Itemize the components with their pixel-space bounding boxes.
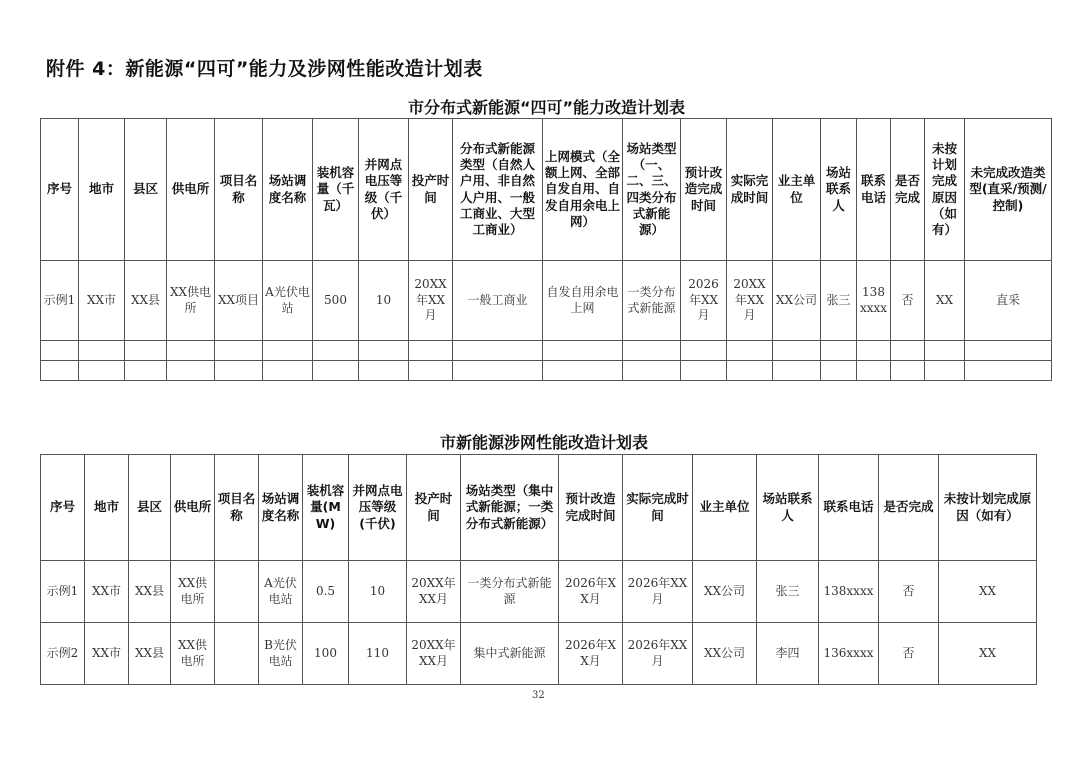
- table1-header-cell: 场站联系人: [821, 119, 857, 261]
- table2-header-cell: 是否完成: [879, 455, 939, 561]
- table2-cell: 100: [303, 623, 349, 685]
- table2-cell: 示例1: [41, 561, 85, 623]
- table1-header-cell: 未完成改造类型(直采/预测/控制): [965, 119, 1052, 261]
- table1-empty-cell: [727, 341, 773, 361]
- table1-empty-cell: [773, 361, 821, 381]
- table2-header-cell: 场站调度名称: [259, 455, 303, 561]
- table1-empty-cell: [727, 361, 773, 381]
- table2-header-cell: 场站类型（集中式新能源；一类分布式新能源）: [461, 455, 559, 561]
- table2-header-cell: 业主单位: [693, 455, 757, 561]
- table2-cell: 一类分布式新能源: [461, 561, 559, 623]
- table-row: [41, 623, 1037, 685]
- table1-empty-cell: [681, 361, 727, 381]
- table2-cell: B光伏电站: [259, 623, 303, 685]
- table1-cell: XX供电所: [167, 261, 215, 341]
- table2-cell: 20XX年XX月: [407, 561, 461, 623]
- table-row-blank: [41, 361, 1052, 381]
- table1-empty-cell: [359, 341, 409, 361]
- table1-cell: 一般工商业: [453, 261, 543, 341]
- table2-cell: [215, 561, 259, 623]
- table2-cell: 否: [879, 623, 939, 685]
- table2-cell: A光伏电站: [259, 561, 303, 623]
- table1-empty-cell: [167, 361, 215, 381]
- table1-empty-cell: [125, 341, 167, 361]
- table2-cell: XX公司: [693, 623, 757, 685]
- table1-header-cell: 场站调度名称: [263, 119, 313, 261]
- table1-empty-cell: [359, 361, 409, 381]
- table1-cell: 张三: [821, 261, 857, 341]
- table1-empty-cell: [773, 341, 821, 361]
- table1-cell: 2026年XX月: [681, 261, 727, 341]
- table1-header-cell: 未按计划完成原因（如有）: [925, 119, 965, 261]
- table1-cell: XX: [925, 261, 965, 341]
- table2-cell: 10: [349, 561, 407, 623]
- table1-cell: 20XX年XX月: [727, 261, 773, 341]
- table2-header-cell: 联系电话: [819, 455, 879, 561]
- table2-header-cell: 实际完成时间: [623, 455, 693, 561]
- table1-header-cell: 是否完成: [891, 119, 925, 261]
- table2-cell: 138xxxx: [819, 561, 879, 623]
- table1-empty-cell: [79, 361, 125, 381]
- table-row-blank: [41, 341, 1052, 361]
- table1-header-cell: 投产时间: [409, 119, 453, 261]
- table1-cell: XX县: [125, 261, 167, 341]
- distributed-plan-table: [40, 118, 1052, 381]
- table1-header-cell: 实际完成时间: [727, 119, 773, 261]
- page-number: 32: [532, 690, 545, 701]
- table1-cell: XX公司: [773, 261, 821, 341]
- table1-empty-cell: [215, 341, 263, 361]
- table1-empty-cell: [453, 341, 543, 361]
- table2-header-cell: 未按计划完成原因（如有）: [939, 455, 1037, 561]
- table1-empty-cell: [623, 341, 681, 361]
- table2-cell: 2026年XX月: [559, 623, 623, 685]
- table2-cell: XX市: [85, 561, 129, 623]
- table1-empty-cell: [821, 341, 857, 361]
- table2-header-cell: 县区: [129, 455, 171, 561]
- table1-cell: 20XX年XX月: [409, 261, 453, 341]
- table1-empty-cell: [925, 361, 965, 381]
- table1-title: 市分布式新能源“四可”能力改造计划表: [408, 98, 686, 117]
- table2-cell: 20XX年XX月: [407, 623, 461, 685]
- table1-empty-cell: [857, 341, 891, 361]
- grid-performance-plan-table: [40, 454, 1037, 685]
- table1-header-cell: 联系电话: [857, 119, 891, 261]
- table2-header-cell: 供电所: [171, 455, 215, 561]
- table1-empty-cell: [409, 341, 453, 361]
- table2-cell: 136xxxx: [819, 623, 879, 685]
- table1-cell: 自发自用余电上网: [543, 261, 623, 341]
- table1-empty-cell: [313, 361, 359, 381]
- table1-cell: A光伏电站: [263, 261, 313, 341]
- table1-empty-cell: [965, 341, 1052, 361]
- table1-empty-cell: [821, 361, 857, 381]
- attachment-heading: 附件 4：新能源“四可”能力及涉网性能改造计划表: [46, 58, 483, 80]
- table2-cell: XX县: [129, 561, 171, 623]
- table1-empty-cell: [409, 361, 453, 381]
- table1-header-cell: 装机容量（千瓦）: [313, 119, 359, 261]
- table1-empty-cell: [453, 361, 543, 381]
- table2-cell: XX市: [85, 623, 129, 685]
- table1-header-row: [41, 119, 1052, 261]
- table2-cell: 张三: [757, 561, 819, 623]
- table2-cell: 110: [349, 623, 407, 685]
- table2-header-row: [41, 455, 1037, 561]
- table1-cell: 示例1: [41, 261, 79, 341]
- table1-empty-cell: [891, 341, 925, 361]
- table2-cell: XX: [939, 623, 1037, 685]
- table1-header-cell: 业主单位: [773, 119, 821, 261]
- table2-cell: [215, 623, 259, 685]
- table1-header-cell: 供电所: [167, 119, 215, 261]
- table1-empty-cell: [623, 361, 681, 381]
- table1-empty-cell: [41, 341, 79, 361]
- table1-empty-cell: [167, 341, 215, 361]
- table1-empty-cell: [215, 361, 263, 381]
- table1-cell: 10: [359, 261, 409, 341]
- table2-title: 市新能源涉网性能改造计划表: [440, 433, 649, 452]
- table1-empty-cell: [313, 341, 359, 361]
- table2-header-cell: 投产时间: [407, 455, 461, 561]
- table2-header-cell: 预计改造完成时间: [559, 455, 623, 561]
- table1-header-cell: 并网点电压等级（千伏）: [359, 119, 409, 261]
- table1-header-cell: 预计改造完成时间: [681, 119, 727, 261]
- table1-header-cell: 场站类型（一、二、三、四类分布式新能源）: [623, 119, 681, 261]
- table1-header-cell: 序号: [41, 119, 79, 261]
- table1-cell: XX项目: [215, 261, 263, 341]
- table2-cell: 示例2: [41, 623, 85, 685]
- table2-cell: XX县: [129, 623, 171, 685]
- table1-empty-cell: [965, 361, 1052, 381]
- table2-cell: XX公司: [693, 561, 757, 623]
- table2-header-cell: 装机容量(MW): [303, 455, 349, 561]
- table1-empty-cell: [79, 341, 125, 361]
- table1-empty-cell: [263, 361, 313, 381]
- table2-header-cell: 序号: [41, 455, 85, 561]
- table1-empty-cell: [891, 361, 925, 381]
- table-row: [41, 261, 1052, 341]
- table1-empty-cell: [125, 361, 167, 381]
- table2-header-cell: 场站联系人: [757, 455, 819, 561]
- table2-cell: 2026年XX月: [623, 561, 693, 623]
- table2-cell: 集中式新能源: [461, 623, 559, 685]
- table2-cell: 0.5: [303, 561, 349, 623]
- table1-cell: 500: [313, 261, 359, 341]
- table-row: [41, 561, 1037, 623]
- table1-empty-cell: [543, 361, 623, 381]
- table1-cell: 一类分布式新能源: [623, 261, 681, 341]
- table1-cell: 否: [891, 261, 925, 341]
- table2-cell: 李四: [757, 623, 819, 685]
- table1-header-cell: 分布式新能源类型（自然人户用、非自然人户用、一般工商业、大型工商业）: [453, 119, 543, 261]
- table2-cell: XX供电所: [171, 623, 215, 685]
- table2-cell: XX供电所: [171, 561, 215, 623]
- table2-header-cell: 地市: [85, 455, 129, 561]
- table1-empty-cell: [41, 361, 79, 381]
- table1-empty-cell: [263, 341, 313, 361]
- table1-empty-cell: [681, 341, 727, 361]
- table2-header-cell: 并网点电压等级(千伏): [349, 455, 407, 561]
- table1-empty-cell: [925, 341, 965, 361]
- table1-header-cell: 地市: [79, 119, 125, 261]
- table2-cell: 2026年XX月: [559, 561, 623, 623]
- table2-cell: 2026年XX月: [623, 623, 693, 685]
- table1-empty-cell: [543, 341, 623, 361]
- table2-cell: XX: [939, 561, 1037, 623]
- table1-header-cell: 县区: [125, 119, 167, 261]
- table1-cell: 直采: [965, 261, 1052, 341]
- table2-header-cell: 项目名称: [215, 455, 259, 561]
- table2-cell: 否: [879, 561, 939, 623]
- table1-empty-cell: [857, 361, 891, 381]
- table1-cell: XX市: [79, 261, 125, 341]
- table1-header-cell: 上网模式（全额上网、全部自发自用、自发自用余电上网）: [543, 119, 623, 261]
- table1-header-cell: 项目名称: [215, 119, 263, 261]
- table1-cell: 138xxxx: [857, 261, 891, 341]
